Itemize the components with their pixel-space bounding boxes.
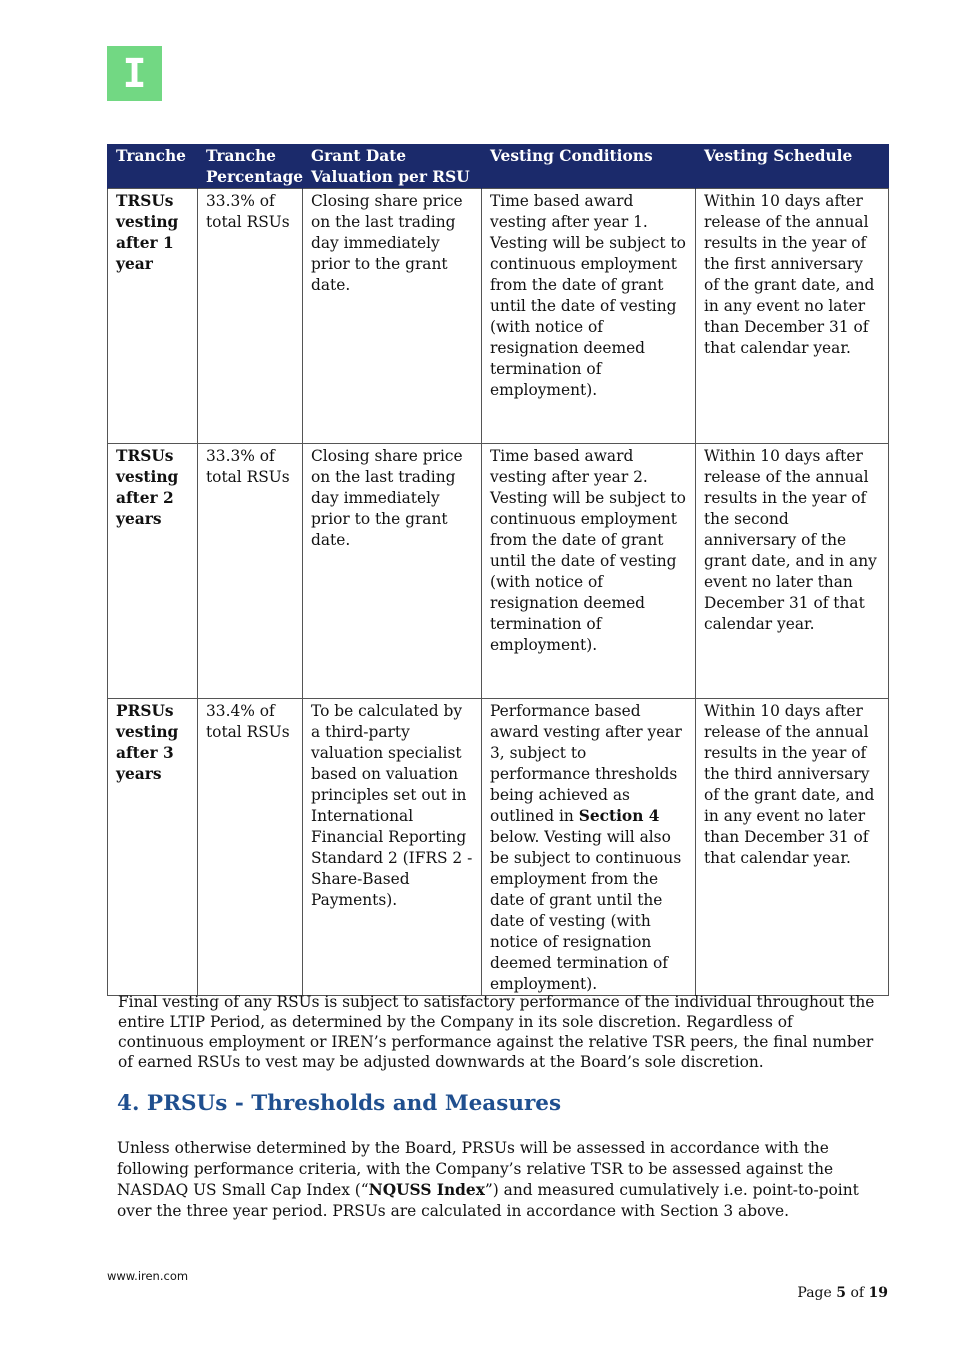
section-4-reference: Section 4	[578, 807, 660, 825]
footer-url: www.iren.com	[107, 1269, 189, 1283]
tranche-cell: TRSUs vesting after 1 year	[108, 189, 198, 444]
schedule-cell: Within 10 days after release of the annual results in the year of the second anniversary of the grant date, and in any event no later than December 31 of that calendar year.	[696, 444, 889, 699]
tranche-cell: TRSUs vesting after 2 years	[108, 444, 198, 699]
page-current: 5	[836, 1285, 846, 1301]
valuation-cell: Closing share price on the last trading day immediately prior to the grant date.	[303, 444, 482, 699]
page-number	[797, 1285, 888, 1301]
tranche-cell: PRSUs vesting after 3 years	[108, 699, 198, 996]
percentage-cell: 33.4% of total RSUs	[198, 699, 303, 996]
table-row	[108, 444, 889, 699]
page-label: Page	[797, 1285, 837, 1301]
section-4-text: Unless otherwise determined by the Board, PRSUs will be assessed in accordance with the following performance criteria, with the Company’s relative TSR to be assessed against the NASDAQ US Small Cap Index (“	[117, 1139, 834, 1199]
table-row	[108, 699, 889, 996]
schedule-cell: Within 10 days after release of the annual results in the year of the first anniversary of the grant date, and in any event no later than December 31 of that calendar year.	[696, 189, 889, 444]
header-tranche: Tranche	[108, 144, 198, 189]
section-4-text-continued: ”) and measured cumulatively i.e. point-to-point over the three year period. PRSUs are calculated in accordance with Section 3 above.	[117, 1181, 859, 1220]
conditions-cell: Time based award vesting after year 2. Vesting will be subject to continuous employment from the date of grant until the date of vesting (with notice of resignation deemed termination of employment).	[482, 444, 696, 699]
section-4-paragraph	[117, 1138, 877, 1222]
conditions-text-continued: below. Vesting will also be subject to continuous employment from the date of grant until the date of vesting (with notice of resignation deemed termination of employment).	[490, 828, 682, 993]
header-vesting-schedule: Vesting Schedule	[696, 144, 889, 189]
header-vesting-conditions: Vesting Conditions	[482, 144, 696, 189]
schedule-cell: Within 10 days after release of the annual results in the year of the third anniversary of the grant date, and in any event no later than December 31 of that calendar year.	[696, 699, 889, 996]
header-tranche-percentage: Tranche Percentage	[198, 144, 303, 189]
percentage-cell: 33.3% of total RSUs	[198, 444, 303, 699]
final-vesting-paragraph: Final vesting of any RSUs is subject to satisfactory performance of the individual throughout the entire LTIP Period, as determined by the Company in its sole discretion. Regardless of continuous employment or IREN’s performance against the relative TSR peers, the final number of earned RSUs to vest may be adjusted downwards at the Board’s sole discretion.	[118, 993, 875, 1071]
table-header-row	[108, 144, 889, 189]
header-grant-date-valuation: Grant Date Valuation per RSU	[303, 144, 482, 189]
table-row	[108, 189, 889, 444]
page-total: 19	[868, 1285, 888, 1301]
conditions-text: Performance based award vesting after year 3, subject to performance thresholds being achieved as outlined in	[490, 702, 682, 825]
page-of: of	[846, 1285, 869, 1301]
logo-letter: I	[122, 50, 147, 97]
section-4-heading: 4. PRSUs - Thresholds and Measures	[117, 1091, 562, 1116]
percentage-cell: 33.3% of total RSUs	[198, 189, 303, 444]
nquss-index-term: NQUSS Index	[368, 1181, 485, 1199]
valuation-cell: Closing share price on the last trading day immediately prior to the grant date.	[303, 189, 482, 444]
valuation-cell: To be calculated by a third-party valuation specialist based on valuation principles set out in International Financial Reporting Standard 2 (IFRS 2 - Share-Based Payments).	[303, 699, 482, 996]
conditions-cell: Time based award vesting after year 1. Vesting will be subject to continuous employment from the date of grant until the date of vesting (with notice of resignation deemed termination of employment).	[482, 189, 696, 444]
vesting-table	[107, 144, 889, 996]
iren-logo	[107, 46, 162, 101]
conditions-cell	[482, 699, 696, 996]
